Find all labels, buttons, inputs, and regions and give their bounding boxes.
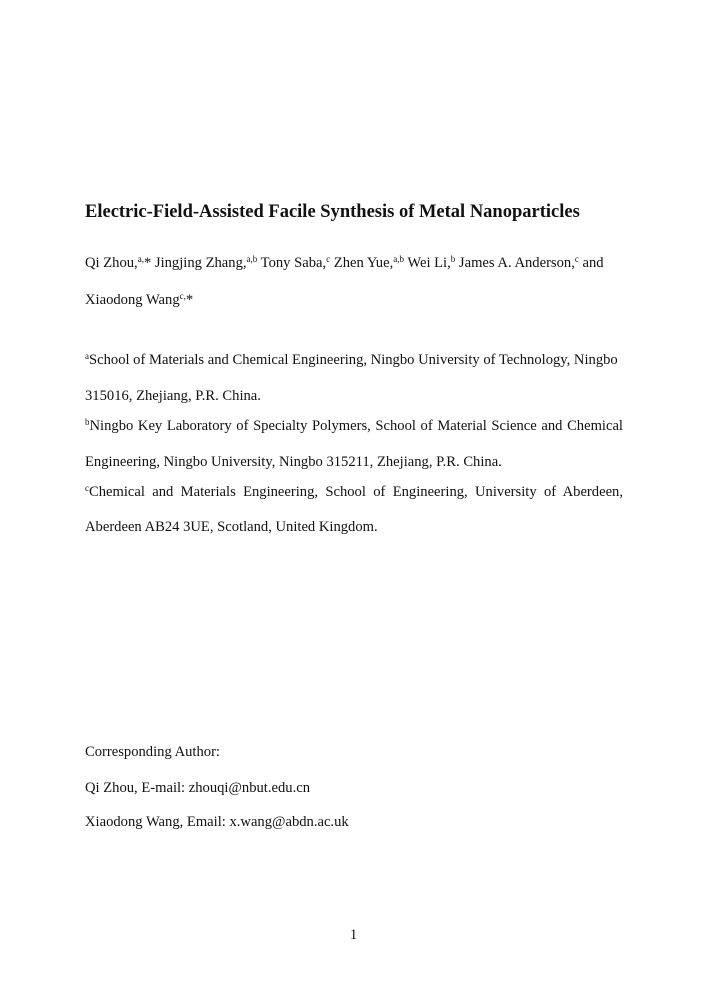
author-affiliation-marker: a, [137,254,144,264]
affiliation-text-wrap [85,418,623,434]
affiliation-text: Ningbo Key Laboratory of Specialty Polymers, School of Material Science and Chemical [89,418,623,434]
author-name: Zhen Yue, [333,255,394,271]
author-affiliation-marker: a,b [393,254,404,264]
author-name: Jingjing Zhang, [154,255,247,271]
page-number: 1 [349,927,358,943]
author-line-2 [85,290,623,310]
author-affiliation-marker: a,b [246,254,258,264]
affiliation-marker: b [85,417,90,427]
paper-title: Electric-Field-Assisted Facile Synthesis of Metal Nanoparticles [85,202,580,222]
affiliation-text-wrap [85,484,623,500]
affiliation-text: Engineering, Ningbo University, Ningbo 315211, Zhejiang, P.R. China. [85,454,502,470]
affiliation-a-line-2 [85,386,623,406]
corresponding-author-2: Xiaodong Wang, Email: x.wang@abdn.ac.uk [85,814,349,830]
author-suffix: and [578,255,604,271]
corresponding-author-heading: Corresponding Author: [85,744,220,760]
author-affiliation-marker: c [326,254,331,264]
affiliation-a-line-1 [85,350,623,370]
author-name: Tony Saba, [260,255,327,271]
author-affiliation-marker: b [450,254,456,264]
author-line-1 [85,253,623,273]
affiliation-marker: a [85,351,89,361]
affiliation-text: Chemical and Materials Engineering, School of Engineering, University of Aberdeen, [89,484,623,500]
affiliation-text: Aberdeen AB24 3UE, Scotland, United Kingdom. [85,519,378,535]
affiliation-b-line-1 [85,416,623,436]
affiliation-marker: c [85,483,89,493]
affiliation-text: 315016, Zhejiang, P.R. China. [85,388,261,404]
author-suffix: * [185,292,194,308]
affiliation-text: School of Materials and Chemical Engineering, Ningbo University of Technology, Ningbo [89,352,618,368]
affiliation-b-line-2 [85,452,623,472]
corresponding-author-1: Qi Zhou, E-mail: zhouqi@nbut.edu.cn [85,780,311,796]
author-name: James A. Anderson, [458,255,575,271]
author-affiliation-marker: c [574,254,579,264]
author-name: Qi Zhou, [85,255,138,271]
author-affiliation-marker: c, [179,291,186,301]
affiliation-c-line-1 [85,482,623,502]
author-name: Xiaodong Wang [85,292,180,308]
affiliation-c-line-2 [85,517,623,537]
author-suffix: * [143,255,155,271]
author-name: Wei Li, [407,255,451,271]
